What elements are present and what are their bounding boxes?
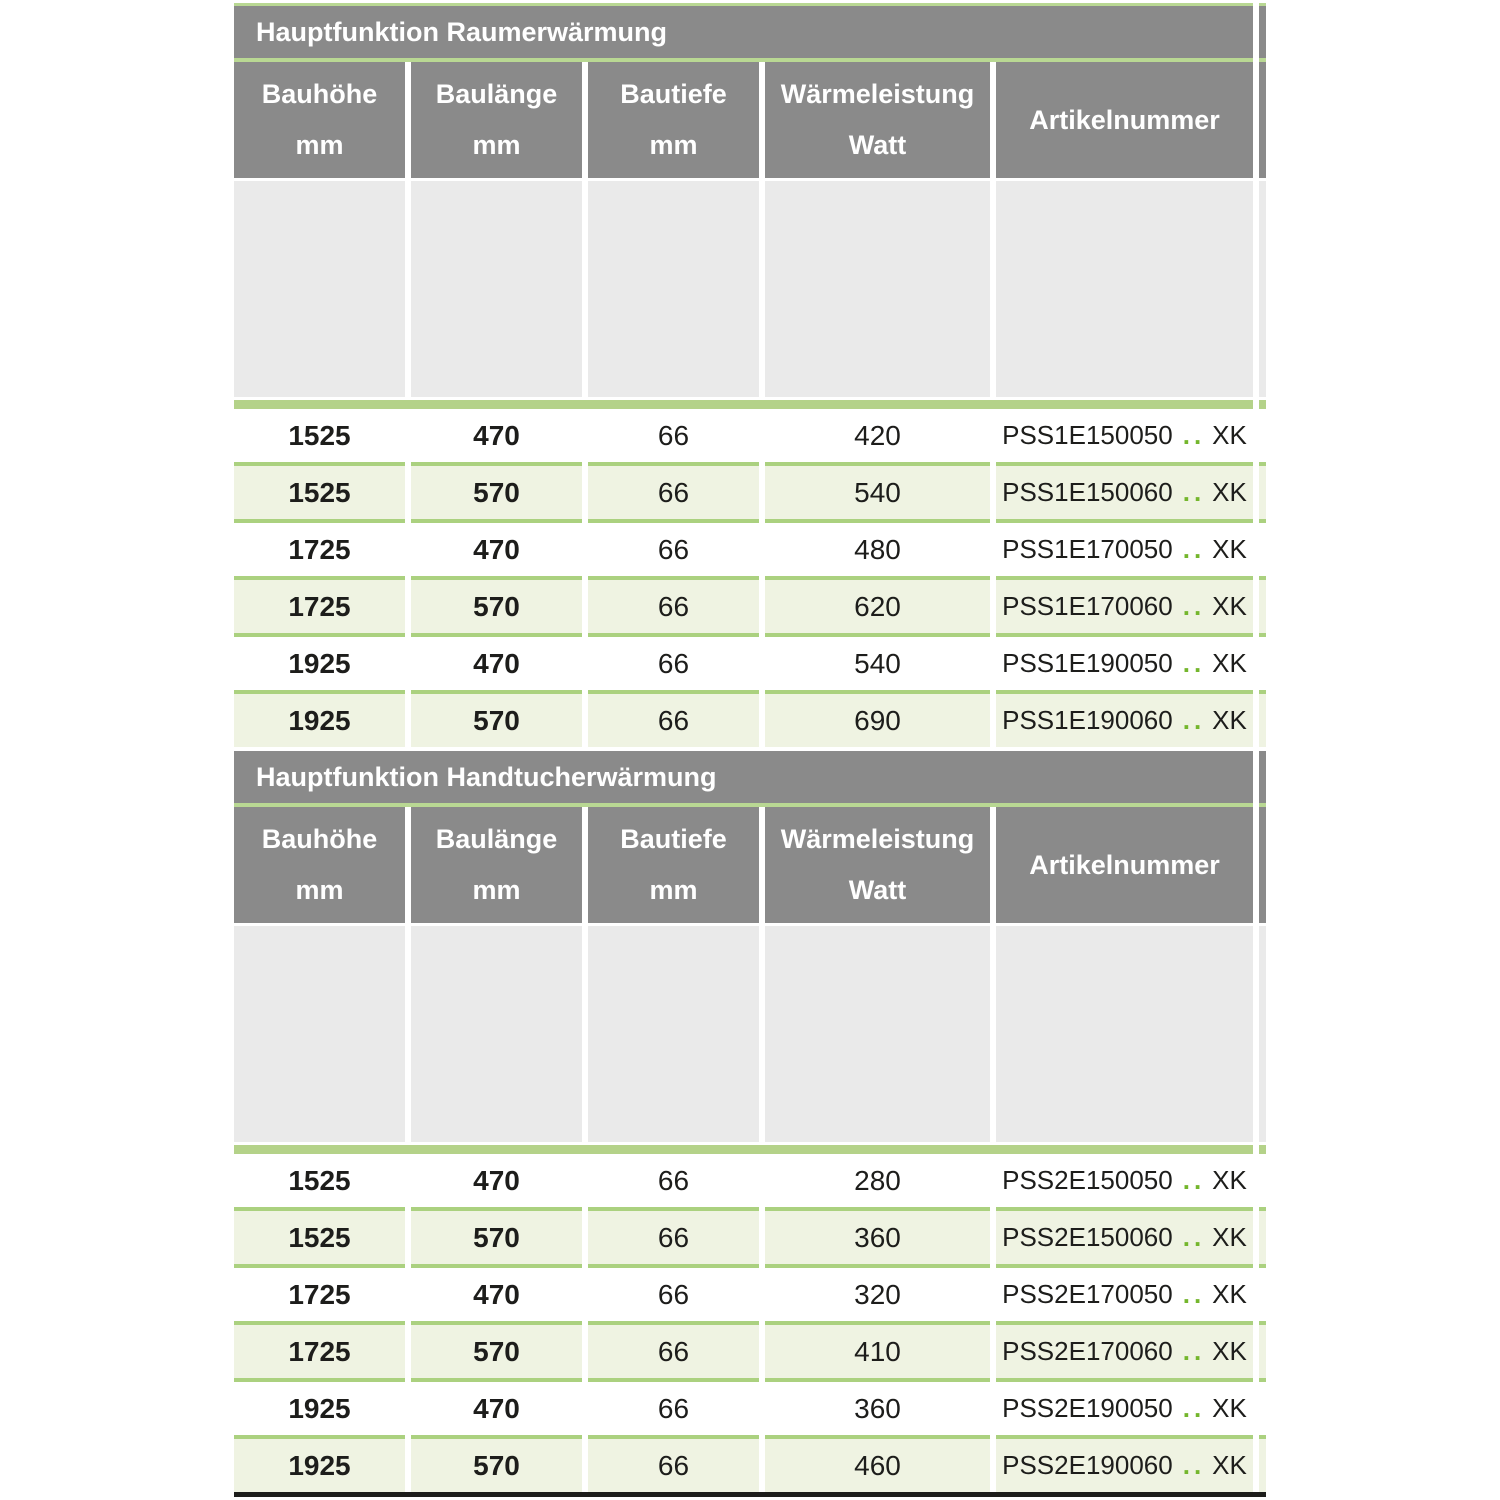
artikel-code: PSS1E150060 xyxy=(1002,477,1173,507)
artikel-code: PSS1E150050 xyxy=(1002,420,1173,450)
catalog-table-page xyxy=(234,0,1253,1492)
cell-bautiefe: 66 xyxy=(588,637,759,690)
artikel-color-dots: .. xyxy=(1182,705,1206,735)
cell-bauhoehe: 1925 xyxy=(234,1382,405,1435)
cell-bautiefe: 66 xyxy=(588,580,759,633)
artikel-color-dots: .. xyxy=(1182,1336,1206,1366)
green-accent-bar xyxy=(234,400,1253,409)
column-header-bautiefe xyxy=(588,62,759,178)
column-header-line2: mm xyxy=(649,875,698,905)
table-row xyxy=(234,409,1253,462)
artikel-color-dots: .. xyxy=(1182,591,1206,621)
placeholder-cell xyxy=(996,181,1253,397)
cell-bautiefe: 66 xyxy=(588,1211,759,1264)
cell-watt: 460 xyxy=(765,1439,990,1492)
cell-watt: 480 xyxy=(765,523,990,576)
column-header-baulaenge xyxy=(411,62,582,178)
placeholder-cell xyxy=(765,926,990,1142)
column-header-bautiefe xyxy=(588,807,759,923)
table-row xyxy=(234,1154,1253,1207)
section-title: Hauptfunktion Handtucherwärmung xyxy=(256,761,717,792)
cell-artikelnummer xyxy=(996,1211,1253,1264)
table-edge-sliver xyxy=(1259,0,1266,1497)
placeholder-cell xyxy=(411,181,582,397)
column-header-line2: mm xyxy=(295,875,344,905)
cell-watt: 540 xyxy=(765,637,990,690)
artikel-suffix: XK xyxy=(1212,1393,1247,1423)
cell-artikelnummer xyxy=(996,1382,1253,1435)
artikel-suffix: XK xyxy=(1212,705,1247,735)
column-header-line2: Watt xyxy=(848,875,907,905)
cell-baulaenge: 470 xyxy=(411,1268,582,1321)
product-image-placeholder-area xyxy=(234,926,1253,1142)
artikel-suffix: XK xyxy=(1212,534,1247,564)
section-title-bar xyxy=(234,751,1253,803)
cell-bauhoehe: 1525 xyxy=(234,1211,405,1264)
placeholder-cell xyxy=(765,181,990,397)
cell-baulaenge: 570 xyxy=(411,580,582,633)
artikel-code: PSS2E190060 xyxy=(1002,1450,1173,1480)
cell-artikelnummer xyxy=(996,1154,1253,1207)
column-header-line1: Baulänge xyxy=(435,79,558,109)
artikel-suffix: XK xyxy=(1212,1222,1247,1252)
table-row xyxy=(234,466,1253,519)
artikel-suffix: XK xyxy=(1212,1279,1247,1309)
column-header-line1: Artikelnummer xyxy=(1029,849,1220,880)
column-header-waermeleistung xyxy=(765,62,990,178)
cell-artikelnummer xyxy=(996,466,1253,519)
cell-bautiefe: 66 xyxy=(588,1268,759,1321)
artikel-code: PSS1E190060 xyxy=(1002,705,1173,735)
cell-watt: 360 xyxy=(765,1382,990,1435)
cell-bautiefe: 66 xyxy=(588,694,759,747)
placeholder-cell xyxy=(996,926,1253,1142)
column-header-row xyxy=(234,807,1253,923)
cell-artikelnummer xyxy=(996,409,1253,462)
artikel-code: PSS2E170060 xyxy=(1002,1336,1173,1366)
cell-artikelnummer xyxy=(996,1268,1253,1321)
cell-bauhoehe: 1525 xyxy=(234,409,405,462)
section-title: Hauptfunktion Raumerwärmung xyxy=(256,16,668,47)
artikel-color-dots: .. xyxy=(1182,1279,1206,1309)
cell-artikelnummer xyxy=(996,523,1253,576)
cell-bauhoehe: 1725 xyxy=(234,1268,405,1321)
column-header-line1: Wärmeleistung xyxy=(780,79,975,109)
cell-baulaenge: 570 xyxy=(411,1325,582,1378)
column-header-bauhoehe xyxy=(234,62,405,178)
artikel-suffix: XK xyxy=(1212,1450,1247,1480)
cell-bauhoehe: 1725 xyxy=(234,1325,405,1378)
cell-watt: 540 xyxy=(765,466,990,519)
cell-bautiefe: 66 xyxy=(588,409,759,462)
column-header-baulaenge xyxy=(411,807,582,923)
placeholder-cell xyxy=(234,926,405,1142)
table-row xyxy=(234,637,1253,690)
column-header-waermeleistung xyxy=(765,807,990,923)
artikel-code: PSS1E190050 xyxy=(1002,648,1173,678)
artikel-code: PSS2E150060 xyxy=(1002,1222,1173,1252)
artikel-suffix: XK xyxy=(1212,1165,1247,1195)
cell-baulaenge: 470 xyxy=(411,637,582,690)
artikel-color-dots: .. xyxy=(1182,420,1206,450)
cell-artikelnummer xyxy=(996,694,1253,747)
artikel-suffix: XK xyxy=(1212,477,1247,507)
cell-watt: 320 xyxy=(765,1268,990,1321)
artikel-color-dots: .. xyxy=(1182,1393,1206,1423)
table-row xyxy=(234,580,1253,633)
cell-baulaenge: 570 xyxy=(411,1211,582,1264)
cell-bautiefe: 66 xyxy=(588,1154,759,1207)
table-row xyxy=(234,1268,1253,1321)
cell-bautiefe: 66 xyxy=(588,1325,759,1378)
artikel-color-dots: .. xyxy=(1182,477,1206,507)
bottom-black-rule xyxy=(234,1492,1266,1497)
artikel-code: PSS2E150050 xyxy=(1002,1165,1173,1195)
artikel-code: PSS1E170050 xyxy=(1002,534,1173,564)
table-row xyxy=(234,1439,1253,1492)
artikel-color-dots: .. xyxy=(1182,1165,1206,1195)
cell-baulaenge: 470 xyxy=(411,523,582,576)
column-header-line1: Bautiefe xyxy=(620,79,727,109)
placeholder-cell xyxy=(588,181,759,397)
green-accent-bar xyxy=(234,1145,1253,1154)
cell-watt: 280 xyxy=(765,1154,990,1207)
cell-watt: 360 xyxy=(765,1211,990,1264)
table-row xyxy=(234,1211,1253,1264)
column-header-bauhoehe xyxy=(234,807,405,923)
cell-baulaenge: 470 xyxy=(411,1382,582,1435)
artikel-color-dots: .. xyxy=(1182,1222,1206,1252)
cell-artikelnummer xyxy=(996,580,1253,633)
column-header-line1: Bautiefe xyxy=(620,824,727,854)
column-header-line2: Watt xyxy=(848,130,907,160)
cell-bauhoehe: 1525 xyxy=(234,1154,405,1207)
placeholder-cell xyxy=(588,926,759,1142)
cell-bauhoehe: 1525 xyxy=(234,466,405,519)
cell-baulaenge: 470 xyxy=(411,409,582,462)
column-header-line1: Bauhöhe xyxy=(261,824,378,854)
cell-baulaenge: 570 xyxy=(411,694,582,747)
cell-artikelnummer xyxy=(996,637,1253,690)
artikel-code: PSS1E170060 xyxy=(1002,591,1173,621)
column-header-line2: mm xyxy=(649,130,698,160)
cell-baulaenge: 470 xyxy=(411,1154,582,1207)
cell-bautiefe: 66 xyxy=(588,1382,759,1435)
cell-artikelnummer xyxy=(996,1325,1253,1378)
column-header-line1: Bauhöhe xyxy=(261,79,378,109)
table-row xyxy=(234,523,1253,576)
cell-watt: 620 xyxy=(765,580,990,633)
column-header-line2: mm xyxy=(472,875,521,905)
section-title-bar xyxy=(234,6,1253,58)
cell-baulaenge: 570 xyxy=(411,1439,582,1492)
column-header-artikelnummer xyxy=(996,807,1253,923)
cell-bautiefe: 66 xyxy=(588,523,759,576)
product-image-placeholder-area xyxy=(234,181,1253,397)
artikel-suffix: XK xyxy=(1212,420,1247,450)
column-header-line1: Artikelnummer xyxy=(1029,104,1220,135)
table-row xyxy=(234,1382,1253,1435)
artikel-code: PSS2E190050 xyxy=(1002,1393,1173,1423)
cell-bauhoehe: 1925 xyxy=(234,1439,405,1492)
column-header-line2: mm xyxy=(295,130,344,160)
artikel-suffix: XK xyxy=(1212,1336,1247,1366)
cell-bauhoehe: 1725 xyxy=(234,580,405,633)
column-header-line1: Wärmeleistung xyxy=(780,824,975,854)
cell-bauhoehe: 1925 xyxy=(234,637,405,690)
column-header-row xyxy=(234,62,1253,178)
artikel-color-dots: .. xyxy=(1182,648,1206,678)
cell-watt: 420 xyxy=(765,409,990,462)
cell-watt: 410 xyxy=(765,1325,990,1378)
cell-baulaenge: 570 xyxy=(411,466,582,519)
cell-bautiefe: 66 xyxy=(588,1439,759,1492)
cell-watt: 690 xyxy=(765,694,990,747)
artikel-suffix: XK xyxy=(1212,591,1247,621)
column-header-line2: mm xyxy=(472,130,521,160)
cell-artikelnummer xyxy=(996,1439,1253,1492)
column-header-artikelnummer xyxy=(996,62,1253,178)
artikel-suffix: XK xyxy=(1212,648,1247,678)
cell-bauhoehe: 1925 xyxy=(234,694,405,747)
artikel-color-dots: .. xyxy=(1182,534,1206,564)
cell-bauhoehe: 1725 xyxy=(234,523,405,576)
artikel-code: PSS2E170050 xyxy=(1002,1279,1173,1309)
placeholder-cell xyxy=(411,926,582,1142)
placeholder-cell xyxy=(234,181,405,397)
column-header-line1: Baulänge xyxy=(435,824,558,854)
table-row xyxy=(234,1325,1253,1378)
artikel-color-dots: .. xyxy=(1182,1450,1206,1480)
cell-bautiefe: 66 xyxy=(588,466,759,519)
table-row xyxy=(234,694,1253,747)
